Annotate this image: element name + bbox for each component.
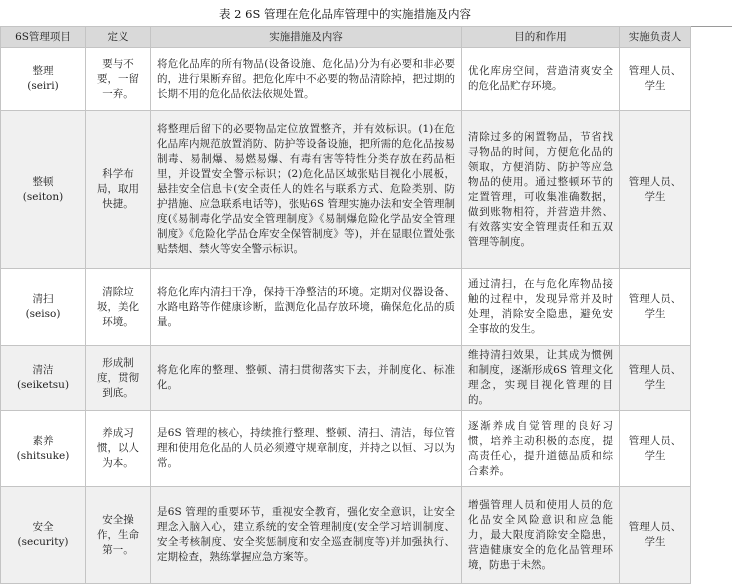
cell-definition: 养成习惯，以人为本。	[86, 411, 151, 487]
cell-measures: 将危化库内清扫干净，保持干净整洁的环境。定期对仪器设备、水路电路等作健康诊断，监测危化品存放环境，确保危化品的质量。	[151, 269, 462, 346]
cell-definition: 清除垃圾，美化环境。	[86, 269, 151, 346]
cell-purpose: 优化库房空间，营造清爽安全的危化品贮存环境。	[462, 48, 620, 111]
cell-definition: 科学布局，取用快捷。	[86, 111, 151, 269]
item-name: 清洁	[32, 364, 54, 376]
item-romanization: (seiso)	[25, 308, 61, 320]
item-romanization: (seiri)	[27, 80, 59, 92]
item-name: 整顿	[32, 175, 54, 188]
header-measures: 实施措施及内容	[151, 27, 462, 48]
table-row	[1, 111, 691, 269]
table-row	[1, 269, 691, 346]
cell-purpose: 通过清扫，在与危化库物品接触的过程中，发现异常并及时处理，消除安全隐患，避免安全事故的发生。	[462, 269, 620, 346]
header-responsible: 实施负责人	[620, 27, 691, 48]
cell-purpose: 清除过多的闲置物品，节省找寻物品的时间，方便危化品的领取，方便消防、防护等应急物品的使用。通过整顿环节的定置管理，可收集准确数据，做到账物相符，并营造井然、有效落实安全管理责任和五双管理等制度。	[462, 111, 620, 269]
table-row	[1, 346, 691, 411]
cell-item	[1, 269, 86, 346]
cell-responsible: 管理人员、学生	[620, 48, 691, 111]
header-purpose: 目的和作用	[462, 27, 620, 48]
cell-definition: 要与不要，一留一弃。	[86, 48, 151, 111]
item-name: 整理	[32, 65, 54, 77]
item-name: 安全	[32, 521, 54, 533]
cell-definition: 安全操作，生命第一。	[86, 487, 151, 584]
cell-definition: 形成制度，贯彻到底。	[86, 346, 151, 411]
table-row	[1, 411, 691, 487]
item-romanization: (seiton)	[22, 190, 64, 203]
cell-responsible: 管理人员、学生	[620, 487, 691, 584]
item-romanization: (security)	[17, 536, 69, 548]
cell-item	[1, 48, 86, 111]
header-item: 6S管理项目	[1, 27, 86, 48]
cell-measures: 将整理后留下的必要物品定位放置整齐，并有效标识。(1)在危化品库内规范放置消防、防护等设备设施，把所需的危化品按易制毒、易制爆、易燃易爆、有毒有害等特性分类存放在药品柜里，并设置安全警示标识；(2)危化品区域张贴目视化小展板，悬挂安全信息卡(安全责任人的姓名与联系方式、危险类别、防护措施、应急联系电话等)，张贴6S 管理实施办法和安全管理制度(《易制毒化学品安全管理制度》《易制爆危险化学品安全管理制度》《危险化学品仓库安全保管制度》等)，并在显眼位置处张贴禁烟、禁火等安全警示标识。	[151, 111, 462, 269]
header-definition: 定义	[86, 27, 151, 48]
cell-responsible: 管理人员、学生	[620, 346, 691, 411]
item-romanization: (shitsuke)	[16, 449, 70, 462]
cell-responsible: 管理人员、学生	[620, 111, 691, 269]
cell-item	[1, 111, 86, 269]
measures-table	[0, 26, 691, 584]
cell-measures: 将危化品库的所有物品(设备设施、危化品)分为有必要和非必要的，进行果断弃留。把危化库中不必要的物品清除掉，把过期的长期不用的危化品依法依规处置。	[151, 48, 462, 111]
table-row	[1, 487, 691, 584]
table-title: 表 2 6S 管理在危化品库管理中的实施措施及内容	[219, 7, 471, 21]
item-romanization: (seiketsu)	[16, 379, 70, 391]
cell-purpose: 维持清扫效果，让其成为惯例和制度，逐渐形成6S 管理文化理念，实现目视化管理的目的。	[462, 346, 620, 411]
cell-measures: 是6S 管理的核心，持续推行整理、整顿、清扫、清洁，每位管理和使用危化品的人员必须遵守规章制度，并持之以恒、习以为常。	[151, 411, 462, 487]
cell-purpose: 增强管理人员和使用人员的危化品安全风险意识和应急能力，最大限度消除安全隐患，营造健康安全的危化品管理环境，防患于未然。	[462, 487, 620, 584]
cell-item	[1, 346, 86, 411]
item-name: 素养	[32, 434, 54, 447]
cell-responsible: 管理人员、学生	[620, 411, 691, 487]
cell-item	[1, 487, 86, 584]
cell-measures: 将危化库的整理、整顿、清扫贯彻落实下去，并制度化、标准化。	[151, 346, 462, 411]
cell-purpose: 逐渐养成自觉管理的良好习惯，培养主动积极的态度，提高责任心，提升道德品质和综合素养。	[462, 411, 620, 487]
cell-item	[1, 411, 86, 487]
table-header-row	[1, 27, 691, 48]
item-name: 清扫	[32, 293, 54, 305]
cell-responsible: 管理人员、学生	[620, 269, 691, 346]
cell-measures: 是6S 管理的重要环节，重视安全教育，强化安全意识，让安全理念入脑入心，建立系统的安全管理制度(安全学习培训制度、安全考核制度、安全奖惩制度和安全巡查制度等)并加强执行、定期检查，熟练掌握应急方案等。	[151, 487, 462, 584]
table-row	[1, 48, 691, 111]
